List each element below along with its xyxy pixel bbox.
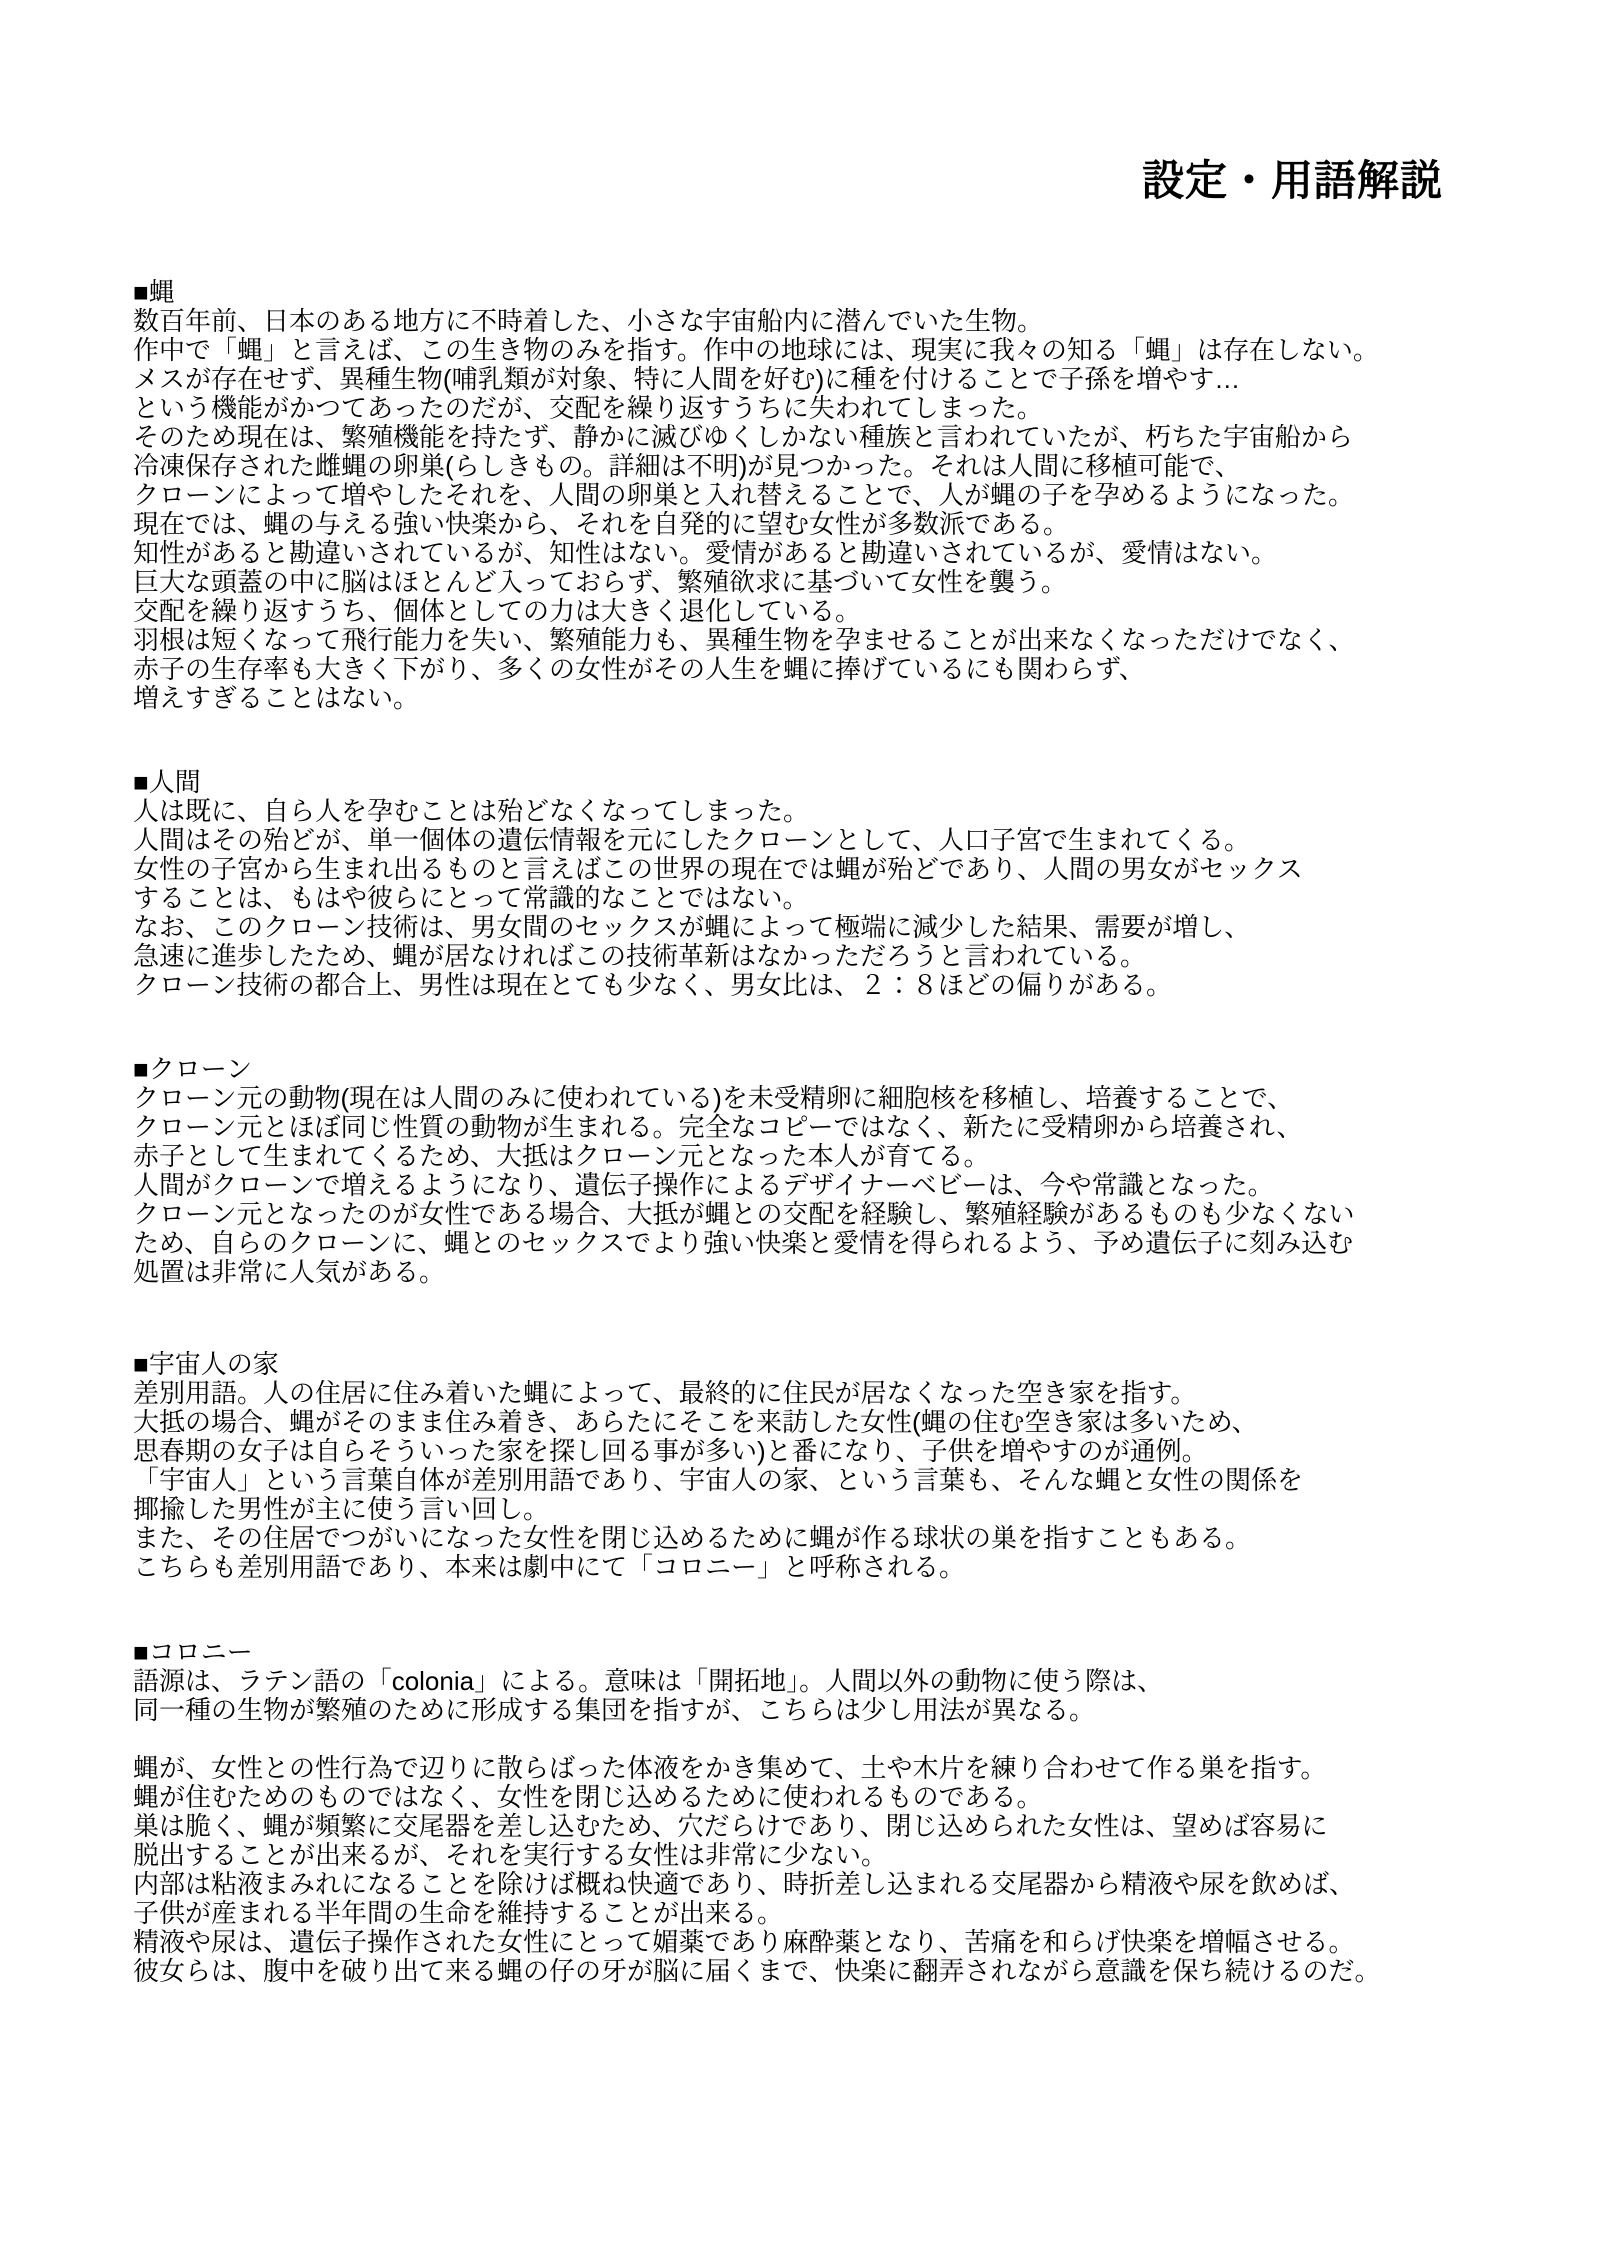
text-line: 巨大な頭蓋の中に脳はほとんど入っておらず、繁殖欲求に基づいて女性を襲う。 — [133, 567, 1067, 597]
text-line: 人間はその殆どが、単一個体の遺伝情報を元にしたクローンとして、人口子宮で生まれてくる。 — [133, 825, 1250, 855]
text-line: なお、このクローン技術は、男女間のセックスが蝿によって極端に減少した結果、需要が増し、 — [133, 912, 1251, 942]
text-line: クローンによって増やしたそれを、人間の卵巣と入れ替えることで、人が蝿の子を孕めるようになった。 — [133, 480, 1354, 510]
text-line: クローン元の動物(現在は人間のみに使われている)を未受精卵に細胞核を移植し、培養することで、 — [133, 1083, 1294, 1113]
text-line: 赤子として生まれてくるため、大抵はクローン元となった本人が育てる。 — [133, 1141, 990, 1171]
section-alien-house — [133, 1350, 1553, 1582]
text-line: 冷凍保存された雌蝿の卵巣(らしきもの。詳細は不明)が見つかった。それは人間に移植可能で、 — [133, 451, 1241, 481]
text-line: 人間がクローンで増えるようになり、遺伝子操作によるデザイナーベビーは、今や常識となった。 — [133, 1170, 1274, 1200]
text-line: 人は既に、自ら人を孕むことは殆どなくなってしまった。 — [133, 796, 810, 826]
text-line: 巣は脆く、蝿が頻繁に交尾器を差し込むため、穴だらけであり、閉じ込められた女性は、望めば容易に — [133, 1811, 1328, 1841]
text-line: 「宇宙人」という言葉自体が差別用語であり、宇宙人の家、という言葉も、そんな蝿と女性の関係を — [133, 1465, 1304, 1495]
text-line: 精液や尿は、遺伝子操作された女性にとって媚薬であり麻酔薬となり、苦痛を和らげ快楽を増幅させる。 — [133, 1927, 1355, 1957]
section-heading: ■宇宙人の家 — [133, 1349, 279, 1379]
glossary-content — [133, 278, 1553, 1986]
text-line: そのため現在は、繁殖機能を持たず、静かに滅びゆくしかない種族と言われていたが、朽ちた宇宙船から — [133, 422, 1353, 452]
text-line: することは、もはや彼らにとって常識的なことではない。 — [133, 883, 809, 913]
section-human — [133, 768, 1553, 1000]
text-line: 彼女らは、腹中を破り出て来る蝿の仔の牙が脳に届くまで、快楽に翻弄されながら意識を保ち続けるのだ。 — [133, 1956, 1381, 1986]
text-line: 増えすぎることはない。 — [133, 683, 420, 713]
text-line: クローン元とほぼ同じ性質の動物が生まれる。完全なコピーではなく、新たに受精卵から培養され、 — [133, 1112, 1303, 1142]
text-line: 現在では、蝿の与える強い快楽から、それを自発的に望む女性が多数派である。 — [133, 509, 1070, 539]
text-line: 差別用語。人の住居に住み着いた蝿によって、最終的に住民が居なくなった空き家を指す。 — [133, 1378, 1197, 1408]
text-line: 子供が産まれる半年間の生命を維持することが出来る。 — [133, 1898, 784, 1928]
text-line: 語源は、ラテン語の「colonia」による。意味は「開拓地」。人間以外の動物に使う際は、 — [133, 1666, 1164, 1696]
text-line: 赤子の生存率も大きく下がり、多くの女性がその人生を蝿に捧げているにも関わらず、 — [133, 654, 1145, 684]
page-title: 設定・用語解説 — [1142, 157, 1444, 204]
text-line: 数百年前、日本のある地方に不時着した、小さな宇宙船内に潜んでいた生物。 — [133, 306, 1044, 336]
text-line: こちらも差別用語であり、本来は劇中にて「コロニー」と呼称される。 — [133, 1552, 966, 1582]
section-heading: ■人間 — [133, 767, 201, 797]
text-line — [133, 1725, 1553, 1754]
text-line: 大抵の場合、蝿がそのまま住み着き、あらたにそこを来訪した女性(蝿の住む空き家は多いため、 — [133, 1407, 1258, 1437]
text-line: クローン元となったのが女性である場合、大抵が蝿との交配を経験し、繁殖経験があるものも少なくない — [133, 1199, 1355, 1229]
text-line: 処置は非常に人気がある。 — [133, 1257, 446, 1287]
text-line: 知性があると勘違いされているが、知性はない。愛情があると勘違いされているが、愛情はない。 — [133, 538, 1278, 568]
text-line: 同一種の生物が繁殖のために形成する集団を指すが、こちらは少し用法が異なる。 — [133, 1695, 1096, 1725]
text-line: メスが存在せず、異種生物(哺乳類が対象、特に人間を好む)に種を付けることで子孫を増やす… — [133, 364, 1241, 394]
text-line: 蝿が、女性との性行為で辺りに散らばった体液をかき集めて、土や木片を練り合わせて作る巣を指す。 — [133, 1753, 1327, 1783]
text-line: という機能がかつてあったのだが、交配を繰り返すうちに失われてしまった。 — [133, 393, 1043, 423]
text-line: 女性の子宮から生まれ出るものと言えばこの世界の現在では蝿が殆どであり、人間の男女がセックス — [133, 854, 1303, 884]
text-line: また、その住居でつがいになった女性を閉じ込めるために蝿が作る球状の巣を指すこともある。 — [133, 1523, 1252, 1553]
text-line: 羽根は短くなって飛行能力を失い、繁殖能力も、異種生物を孕ませることが出来なくなっただけでなく、 — [133, 625, 1355, 655]
text-line: 交配を繰り返すうち、個体としての力は大きく退化している。 — [133, 596, 862, 626]
section-fly — [133, 278, 1553, 713]
section-clone — [133, 1055, 1553, 1287]
section-heading: ■蝿 — [133, 277, 175, 307]
text-line: 内部は粘液まみれになることを除けば概ね快適であり、時折差し込まれる交尾器から精液や尿を飲めば、 — [133, 1869, 1356, 1899]
text-line: 脱出することが出来るが、それを実行する女性は非常に少ない。 — [133, 1840, 888, 1870]
text-line: 作中で「蝿」と言えば、この生き物のみを指す。作中の地球には、現実に我々の知る「蝿」は存在しない。 — [133, 335, 1379, 365]
text-line: 蝿が住むためのものではなく、女性を閉じ込めるために使われるものである。 — [133, 1782, 1043, 1812]
text-line: 思春期の女子は自らそういった家を探し回る事が多い)と番になり、子供を増やすのが通例。 — [133, 1436, 1208, 1466]
section-colony — [133, 1638, 1553, 1986]
text-line: ため、自らのクローンに、蝿とのセックスでより強い快楽と愛情を得られるよう、予め遺伝子に刻み込む — [133, 1228, 1354, 1258]
section-heading: ■クローン — [133, 1054, 253, 1084]
text-line: 急速に進歩したため、蝿が居なければこの技術革新はなかっただろうと言われている。 — [133, 941, 1146, 971]
text-line: クローン技術の都合上、男性は現在とても少なく、男女比は、２：８ほどの偏りがある。 — [133, 970, 1172, 1000]
section-heading: ■コロニー — [133, 1637, 253, 1667]
text-line: 揶揄した男性が主に使う言い回し。 — [133, 1494, 550, 1524]
